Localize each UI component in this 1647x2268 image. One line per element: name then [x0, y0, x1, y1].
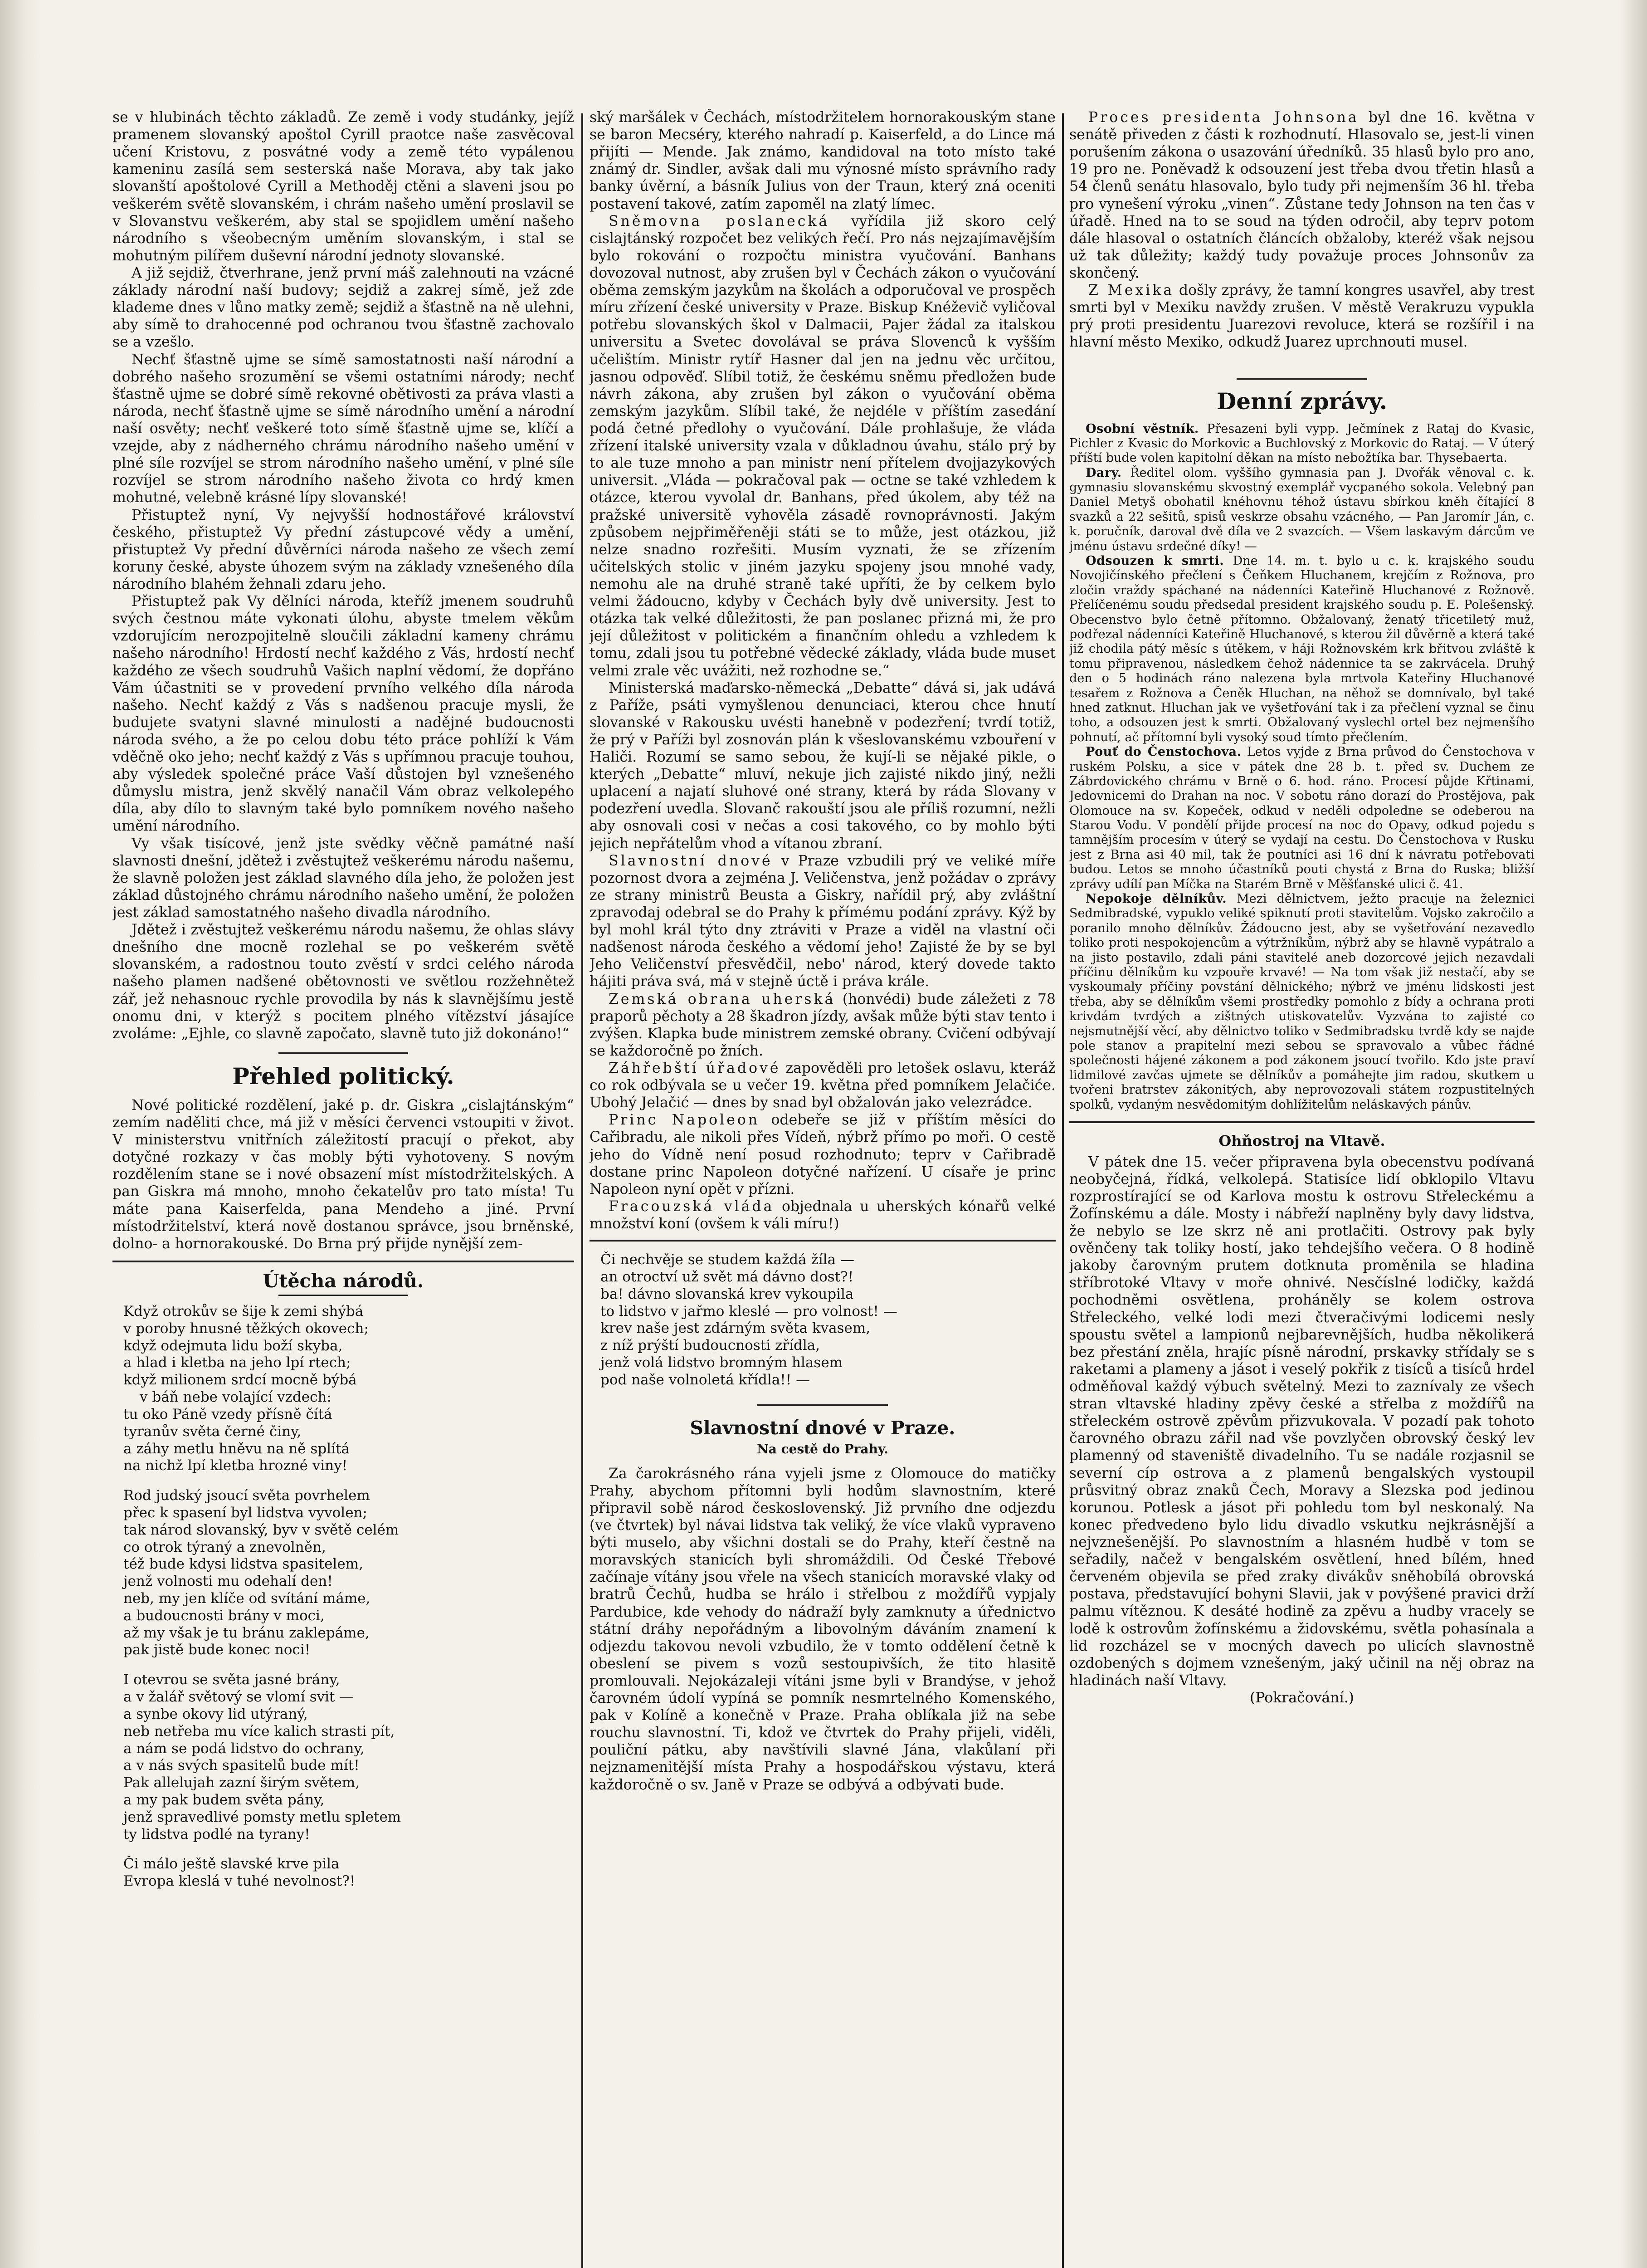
news-item: [1069, 745, 1535, 892]
news-text: vyřídila již skoro celý cislajtánský rozpočet bez velikých řečí. Pro nás nejzajímavějším bylo rokování o rozpočtu ministra vyučování. Banhans dovozoval nutnost, aby zrušen byl v Čechách zákon o vyučování oběma zemským jazykům na školách a odporučoval ve prospěch míru zřízení české university v Praze. Biskup Knéževič vyličoval potřebu slovanských škol v Dalmacii, Pajer žádal za italskou universitu a Svetec dovolával se práva Slovenců k vyšším učelištím. Ministr rytíř Hasner dal jen na jednu věc určitou, jasnou odpověď. Slíbil totiž, že českému sněmu předložen bude návrh zákona, aby zrušen byl zákon o vyučování oběma zemským jazykům. Slíbil také, že nejdéle v příštím zasedání podá četné předlohy o vyučování. Dále prohlašuje, že vláda zřízení italské university vzala v důkladnou úvahu, stálo prý by to ale tuze mnoho a pan ministr není přítelem dvojjazykových universit. „Vláda — pokračoval pak — octne se také vzhledem k otázce, kterou vyvolal dr. Banhans, před úkolem, aby též na pražské universitě vyhověla zásadě rovnoprávnosti. Jakým způsobem nejpřiměřeněji státi se to může, jest otázkou, již nelze snadno rozřešiti. Musím vyznati, že se zřízením učitelských stolic v jiném jazyku spojeny jsou mnohé vady, nemohu ale na druhé straně také upříti, že by celkem bylo velmi žádoucno, kdyby v Čechách byly dvě university. Jest to otázka tak velké důležitosti, že pan poslanec přizná mi, že pro její důležitost v politickém a finančním ohledu a vzhledem k tomu, zdali jsou tu potřebné vědecké základy, vláda bude muset velmi zrale věc uvážiti, než rozhodne se.“: [590, 213, 1056, 679]
poem-line: z níž prýští budoucnosti zřídla,: [600, 1337, 820, 1354]
poem-line: v báň nebe volající vzdech:: [140, 1389, 331, 1406]
poem-line: a budoucnosti brány v moci,: [123, 1607, 325, 1624]
news-item: [1069, 282, 1535, 351]
poem: [112, 1303, 574, 1890]
poem-line: též bude kdysi lidstva spasitelem,: [123, 1556, 363, 1573]
news-item: [590, 1060, 1056, 1111]
poem-title: Útěcha národů.: [263, 1270, 424, 1292]
poem-line: to lidstvo v jařmo kleslé — pro volnost! —: [600, 1303, 897, 1320]
poem-line: když milionem srdcí mocně býbá: [123, 1372, 357, 1388]
article-paragraph: se v hlubinách těchto základů. Ze země i vody studánky, jejíž pramenem slovanský apoštol Cyrill praotce naše zasvěcoval učení Kristovu, z posvátné vody a země této vypálenou kameninu zasílá sem sesterská naše Morava, aby tak jako slovanští apoštolové Cyrill a Methoděj ctěni a slaveni jsou po veškerém světě slovanském, i chrám našeho umění proslavil se v Slovanstvu veškerém, aby stal se spojidlem umění našeho národního s všeobecným uměním slovanským, i stal se mohutným pilířem duševní národní jednoty slovanské.: [112, 109, 574, 264]
poem-line: neb netřeba mu více kalich strasti pít,: [123, 1723, 395, 1740]
section-divider: [1237, 378, 1367, 380]
poem-line: a v žalář světový se vlomí svit —: [123, 1689, 354, 1706]
news-lead: Proces presidenta Johnsona: [1088, 109, 1359, 126]
title-underline: [278, 1295, 408, 1296]
news-item: [590, 679, 1056, 852]
section-divider: [590, 1240, 1056, 1242]
column-left: [112, 109, 574, 2268]
poem-line: jenž volá lidstvo bromným hlasem: [600, 1354, 843, 1371]
poem-line: a nám se podá lidstvo do ochrany,: [123, 1740, 365, 1757]
news-text: objednala u uherských kónařů velké množství koní (ovšem k váli míru!): [590, 1198, 1056, 1232]
news-item: [590, 991, 1056, 1060]
section-subheading: Na cestě do Prahy.: [757, 1441, 888, 1457]
section-heading-politics: Přehled politický.: [232, 1062, 454, 1090]
poem-line: a hlad i kletba na jeho lpí rtech;: [123, 1354, 351, 1371]
news-lead: Osobní věstník.: [1086, 421, 1199, 436]
news-text: Mezi dělnictvem, ježto pracuje na železnici Sedmibradské, vypuklo veliké spiknutí proti stavitelům. Vojsko zakročilo a poranilo mnoho dělníkův. Žádoucno jest, aby se vyšetřování nezavedlo toliko proti nespokojencům a výtržníkům, nýbrž aby se hlavně vypátralo a na jisto postavilo, zdali páni stavitelé aneb dozorcové jejich nezavdali příčinu dělníkům ku vzpouře krvavé! — Na tom však již nestačí, aby se vyskoumaly příčiny povstání dělnického; nýbrž ve jménu lidskosti jest třeba, aby se dělníkům všemi prostředky pomohlo z bídy a ochrana proti krivdám tvrdých a zištných utiskovatelův. Vyzvána to zajisté co nejsmutnější věcí, aby dělnictvo toliko v Sedmibradsku tvrdě kdy se najde pole stanov a prapitelní mezi sebou se spravovalo a vůbec řádné společnosti hájené zákonem a pod zákonem jsoucí tvořilo. Kdo jste praví lidmilové zavčas ujmete se dělníkův a pomáhejte jim radou, skutkem u tvořeni bratrstev zákonitých, aby neprovozovali státem rozpustitelných spolků, vydaným nesvědomitým dohlížitelům neláskavých pánův.: [1069, 892, 1535, 1112]
poem-line: a v nás svých spasitelů bude mít!: [123, 1757, 360, 1774]
poem-line: Rod judský jsoucí světa povrhelem: [123, 1487, 370, 1504]
poem-stanza: [112, 1303, 574, 1475]
article-paragraph: A již sejdiž, čtverhrane, jenž první máš zalehnouti na vzácné základy národní naší budovy; sejdiž a zakrej símě, jež zde klademe dnes v lůno matky země; sejdiž a šťastně na ně ulehni, aby símě to drahocenné pod ochranou tvou šťastně zachovalo se a vzešlo.: [112, 264, 574, 351]
news-lead: Zemská obrana uherská: [609, 991, 836, 1007]
section-divider: [278, 1052, 408, 1054]
poem-line: Či nechvěje se studem každá žíla —: [600, 1251, 854, 1268]
article-paragraph: Jdětež i zvěstujtež veškerému národu našemu, že ohlas slávy dnešního dne mocně rozlehal se po veškerém světě slovanském, a radostnou touto zvěstí v srdci celého národa našeho plamen nadšené obětovnosti ve světlou rozžehnětež zář, jež nehasnouc rychle provodila by nás k slavnějšímu jestě onomu dni, v kterýž s pocitem plného vítězství jásajíce zvoláme: „Ejhle, co slavně započato, slavně tuto již dokonáno!“: [112, 922, 574, 1042]
news-item: [590, 852, 1056, 991]
news-lead: Princ Napoleon: [609, 1112, 760, 1129]
poem-line: přec k spasení byl lidstva vyvolen;: [123, 1504, 367, 1521]
poem-line: až my však je tu bránu zaklepáme,: [123, 1624, 370, 1641]
poem-stanza: [112, 1672, 574, 1843]
news-item: [1069, 422, 1535, 466]
poem-line: pak jistě bude konec noci!: [123, 1642, 311, 1658]
news-item: [590, 1198, 1056, 1232]
poem-line: Evropa kleslá v tuhé nevolnost?!: [123, 1873, 356, 1890]
poem-line: a záhy metlu hněvu na ně splítá: [123, 1440, 350, 1457]
poem-line: ba! dávno slovanská krev vykoupila: [600, 1286, 854, 1302]
poem-line: na nichž lpí kletba hrozné viny!: [123, 1457, 348, 1474]
article-paragraph: ský maršálek v Čechách, místodržitelem hornorakouským stane se baron Mecséry, kterého nahradí p. Kaiserfeld, a do Lince má přijíti — Mende. Jak známo, kandidoval na toto místo také známý dr. Sindler, avšak dali mu výnosné místo správního rady banky úvěrní, a básník Julius von der Traun, který zná oceniti postavení takové, zatím zapoměl na zlatý límec.: [590, 109, 1056, 212]
news-item: [590, 213, 1056, 679]
column-middle: [590, 109, 1056, 2268]
page-edge-shadow: [0, 0, 41, 2268]
poem-line: ty lidstva podlé na tyrany!: [123, 1826, 310, 1843]
poem-line: Pak allelujah zazní širým světem,: [123, 1774, 360, 1791]
news-text: Dne 14. m. t. bylo u c. k. krajského soudu Novojičínského přečlení s Čeňkem Hluchanem, krejčím z Rožnova, pro zločin vraždy spáchané na nádenníci Kateřině Hluchanové z Rožnově. Přelíčenému soudu předsedal president krajského soudu p. E. Polešenský. Obecenstvo bylo četně přítomno. Obžalovaný, ženatý třicetiletý muž, podřezal nádenníci Kateřině Hluchanové, s kterou žil důvěrně a která také již chodila pátý měsíc s útěkem, v háji Rožnovském krk břitvou zvláště k tomu připravenou, následkem čehož nádennice ta se zakrvácela. Druhý den o 5 hodinách ráno nalezena byla mrtvola Kateřiny Hluchanové tesařem z Rožnova a Čeněk Hluchan, na něhož se domnívalo, byl také hned zatknut. Hluchan jak ve vyšetřování tak i za přečlení vyznal se činu toho, a odsouzen jest k smrti. Obžalovaný vyslechl ortel bez nejmenšího pohnutí, ač přítomní byli vysoký soud tímto přečlením.: [1069, 554, 1535, 744]
section-divider: [757, 1404, 888, 1406]
article-paragraph: Přistuptež pak Vy dělníci národa, kteříž jmenem soudruhů svých čestnou máte vykonati úlohu, abyste tmelem věkům vzdorujícím nerozpojitelně sloučili základní kameny chrámu našeho národního! Hrdostí nechť každého z Vás, hrdostí nechť každého ze všech soudruhů Vašich naplní vědomí, že dopřáno Vám účastniti se v provedení prvního velkého díla národa našeho. Nechť každý z Vás s nadšenou pracuje mysli, že budujete svatyni slavné minulosti a nadějné budoucnosti národa svého, a že po celou dobu této práce pohlíží k Vám vděčně oko jeho; nechť každý z Vás s upřímnou pracuje touhou, aby výsledek společné práce Vaší důstojen byl vznešeného důmyslu mistra, jenž skvělý nanačil Vám obraz velkolepého díla, aby dílo to slavným také bylo pomníkem nového našeho umění národního.: [112, 593, 574, 835]
poem-stanza: [112, 1856, 574, 1890]
news-lead: Nepokoje dělníkův.: [1086, 892, 1227, 906]
poem-line: krev naše jest zdárným světa kvasem,: [600, 1320, 871, 1337]
news-item: [1069, 466, 1535, 554]
news-item: [1069, 892, 1535, 1112]
poem-line: tyranův světa černé činy,: [123, 1423, 302, 1440]
news-lead: Fracouzská vláda: [609, 1198, 775, 1215]
news-lead: Pouť do Čenstochova.: [1086, 745, 1242, 759]
news-lead: Sněmovna poslanecká: [609, 213, 830, 230]
column-rule: [581, 113, 583, 2268]
poem-line: Když otrokův se šije k zemi shýbá: [123, 1303, 364, 1320]
news-text: v Praze vzbudili prý ve veliké míře pozornost dvora a zejména J. Veličenstva, jenž požádav o zprávy ze strany ministrů Beusta a Giskry, nařídil prý, aby zvláštní zpravodaj odebral se do Prahy k přímému podání zprávy. Kýž by byl mohl král týto dny ztráviti v Praze a viděl na vlastní oči nadšenost národa českého a vědomí jeho! Zajisté že by se byl Jeho Veličenství přesvědčil, nebo' národ, který dovede takto hájiti práva svá, má v stejně úctě i práva krále.: [590, 852, 1056, 990]
poem-line: jenž volnosti mu odehalí den!: [123, 1573, 333, 1590]
news-text: (honvédi) bude záležeti z 78 praporů pěchoty a 28 škadron jízdy, avšak může býti stav tento i zvýšen. Klapka bude ministrem zemské obrany. Cvičení odbývají se každoročně po žních.: [590, 991, 1056, 1059]
section-heading-festival: Slavnostní dnové v Praze.: [690, 1417, 955, 1439]
poem-continuation: [590, 1251, 1056, 1389]
section-divider: [1069, 1121, 1535, 1123]
poem-line: pod naše volnoletá křídla!! —: [600, 1371, 810, 1388]
news-item: [1069, 109, 1535, 282]
poem-line: an otroctví už svět má dávno dost?!: [600, 1268, 854, 1285]
column-rule: [1062, 113, 1064, 2268]
news-text: Ministerská maďarsko-německá „Debatte“ dává si, jak udává z Paříže, psáti vymyšlenou denunciaci, kterou chce hnutí slovanské v Rakousku uvésti hanebně v podezření; tvrdí totiž, že prý v Paříži byl zosnován plán k všeslovanskému vzbouření v Haliči. Rozumí se samo sebou, že kují-li se nějaké pikle, o kterých „Debatte“ mluví, nekuje jich zajisté nikdo jiný, nežli uplacení a najatí sluhové oné strany, která by ráda Slovany v podezření uvedla. Slovanč rakouští jsou ale příliš rozumní, nežli aby osnovali cosi v nečas a cosi takového, co by mohlo býti jejich nepřátelům vhod a vítanou zbraní.: [590, 679, 1056, 852]
news-text: Ředitel olom. vyššího gymnasia pan J. Dvořák věnoval c. k. gymnasiu slovanskému skvostný exemplář vycpaného sokola. Velebný pan Daniel Metyš obohatil knéhovnu téhož ústavu sbírkou kněh čítající 8 svazků a 22 sešitů, spisů veskrze obsahu vzácného, — Pan Jaromír Ján, c. k. poručník, daroval dvě díla ve 2 svazcích. — Všem laskavým dárcům ve jménu ústavu srdečné díky! —: [1069, 465, 1535, 553]
section-divider: [112, 1261, 574, 1262]
poem-line: tu oko Páně vzedy přísně čítá: [123, 1406, 332, 1422]
news-text: Přesazeni byli vypp. Ječmínek z Rataj do Kvasic, Pichler z Kvasic do Morkovic a Buchlovský z Morkovic do Rataj. — V úterý příští bude volen kapitolní děkan na místo nebožtíka bar. Thysebaerta.: [1069, 421, 1535, 465]
news-text: odebeře se již v příštím měsíci do Cařibradu, ale nikoli přes Vídeň, nýbrž přímo po moři. O cestě jeho do Vídně není posud rozhodnuto; teprv v Cařibradě dostane princ Napoleon dotyčné nařízení. U císaře je princ Napoleon nyní opět v přízni.: [590, 1112, 1056, 1198]
news-subheading: Ohňostroj na Vltavě.: [1218, 1132, 1385, 1149]
news-lead: Záhřebští úřadové: [609, 1060, 781, 1077]
news-block: [1069, 422, 1535, 1112]
poem-line: a my pak budem světa pány,: [123, 1791, 325, 1808]
news-text: došly zprávy, že tamní kongres usavřel, aby trest smrti byl v Mexiku navždy zrušen. V městě Verakruzu vypukla prý proti presidentu Juarezovi revoluce, která se rozšířil i na hlavní město Mexiko, odkudž Juarez uprchnouti musel.: [1069, 282, 1535, 351]
poem-line: tak národ slovanský, byv v světě celém: [123, 1521, 399, 1538]
news-lead: Z Mexika: [1088, 282, 1174, 299]
news-text: zapověděli pro letošek oslavu, kteráž co rok odbývala se u večer 19. května před pomníkem Jelačiće. Ubohý Jelačić — dnes by snad byl obžalován jako velezrádce.: [590, 1060, 1056, 1111]
news-lead: Odsouzen k smrti.: [1086, 554, 1224, 568]
poem-line: a synbe okovy lid utýraný,: [123, 1706, 308, 1722]
article-paragraph: Nechť šťastně ujme se símě samostatnosti naší národní a dobrého našeho srozumění se všemi ostatními národy; nechť šťastně ujme se dobré símě rekovné obětivosti za práva vlasti a národa, nechť šťastně ujme se símě národního umění a národní naší osvěty; nechť veškeré toto símě šťastně ujme se, klíčí a vzejde, aby z nádherného chrámu národního našeho umění v plné síle rozvíjel se strom národního našeho umění, v plné síle rozvíjel se strom národního našeho života co hrdý kmen mohutné, velebně krásné lípy slovanské!: [112, 351, 574, 506]
article-paragraph: Za čarokrásného rána vyjeli jsme z Olomouce do matičky Prahy, abychom přítomni byli hodům slavnostním, které připravil sobě národ československý. Již prvního dne odjezdu (ve čtvrtek) byl návai lidstva tak veliký, že více vlaků vypraveno býti muselo, aby všichni dostali se do Prahy, kteří čestně na moravských stanicích byli shromáždili. Od České Třebové začínaje vítány jsou vřele na všech stanicích moravské vlaky od bratrů Čechů, hudba se hrálo i střelbou z moždířů vypjaly Pardubice, kde vehody do nádraží byly zamknuty a úřednictvo státní dráhy nepořádným a libovolným dáváním znamení k odjezdu takovou nevoli vzbudilo, že v tomto oddělení četně k obeslení se pivem s vozů sestoupivších, že tito hlasitě promlouvali. Nejokázaleji vítáni jsme byli v Brandýse, v jehož čarovném údolí vypíná se pomník nesmrtelného Komenského, pak v Kolíně a konečně v Praze. Praha oblíkala již na sebe rouchu slavnostní. Ti, kdož ve čtvrtek do Prahy přijeli, viděli, pouliční pátku, aby navštívili slavné Jána, vlakůlaní při nejznamenitější místa Prahy a hospodářskou výstavu, která každoročně o sv. Janě v Praze se odbývá a odbývati bude.: [590, 1465, 1056, 1793]
poem-line: jenž spravedlivé pomsty metlu spletem: [123, 1809, 401, 1825]
news-item: [1069, 554, 1535, 745]
news-lead: Slavnostní dnové: [609, 852, 773, 869]
poem-line: co otrok týraný a znevolněn,: [123, 1539, 326, 1555]
poem-stanza: [112, 1487, 574, 1659]
news-lead: Dary.: [1086, 465, 1122, 480]
continuation-note: (Pokračování.): [1250, 1690, 1354, 1706]
poem-line: I otevrou se světa jasné brány,: [123, 1672, 340, 1688]
column-right: [1069, 109, 1535, 2268]
poem-line: Či málo ještě slavské krve pila: [123, 1856, 340, 1872]
poem-line: v poroby hnusné těžkých okovech;: [123, 1320, 369, 1337]
article-paragraph: Nové politické rozdělení, jaké p. dr. Giskra „cislajtánským“ zemím naděliti chce, má již v měsíci červenci vstoupiti v život. V ministerstvu vnitřních záležitostí pracují o překot, aby dotyčné rozkazy v čas mobly býti vyhotoveny. S novým rozdělením stane se i nové obsazení míst místodržitelských. A pan Giskra má mnoho, mnoho čekatelův pro tato místa! Tu máte pana Kaiserfelda, pana Mendeho a jiné. První místodržitelství, která nově dostanou správce, jsou brněnské, dolno- a hornorakouské. Do Brna prý přijde nynější zem-: [112, 1097, 574, 1252]
news-item: [590, 1111, 1056, 1198]
section-heading-news: Denní zprávy.: [1216, 387, 1388, 415]
poem-line: když odejmuta lidu boží skyba,: [123, 1337, 343, 1354]
news-text: Letos vyjde z Brna průvod do Čenstochova v ruském Polsku, a sice v pátek dne 28 b. t. před sv. Duchem ze Zábrdovického chrámu v Brně o 6. hod. ráno. Procesí půjde Křtinami, Jedovnicemi do Drahan na noc. V sobotu ráno dorazí do Prostějova, pak Olomouce na sv. Kopeček, odkud v neděli odpoledne se odeberou na Starou Vodu. V pondělí přijde procesí na noc do Opavy, odkud pojedu s tamnějším procesím v úterý se vydají na cestu. Do Čenstochova v Rusku jest z Brna asi 40 mil, tak že poutníci asi 16 dní k návratu potřebovati budou. Letos se mnoho účastníků pouti chystá z Brna do Ruska; bližší zprávy udílí pan Míčka na Starém Brně v Měšťanské ulici č. 41.: [1069, 745, 1535, 891]
poem-line: neb, my jen klíče od svítání máme,: [123, 1590, 370, 1607]
page-edge-shadow-right: [1620, 0, 1647, 2268]
article-paragraph: Vy však tisícové, jenž jste svědky věčně památné naší slavnosti dnešní, jdětež i zvěstujtež veškerému národu našemu, že slavně položen jest základ slavného díla jeho, že položen jest základ důstojného chrámu národního našeho umění, že položen jest základ samostatného našeho divadla národního.: [112, 835, 574, 921]
article-paragraph: Přistuptež nyní, Vy nejvyšší hodnostářové království českého, přistuptež Vy přední zástupcové vědy a umění, přistuptež Vy přední důvěrníci národa našeho ze všech zemí koruny české, abyste úhozem svým na základy vznešeného díla národního blahém žehnali zdaru jeho.: [112, 507, 574, 592]
news-text: byl dne 16. května v senátě přiveden z části k rozhodnutí. Hlasovalo se, jest-li vinen porušením zákona o usazování úředníků. 35 hlasů bylo pro ano, 19 pro ne. Poněvadž k odsouzení jest třeba dvou třetin hlasů a 54 členů senátu hlasovalo, bylo tudy při nejmenším 36 hl. třeba pro vynešení výroku „vinen“. Zůstane tedy Johnson na ten čas v úřadě. Hned na to se soud na týden odročil, aby teprv potom dále hlasoval o ostatních článcích obžaloby, kteréž však nejsou už tak důležity; každý tudy považuje proces Johnsonův za skončený.: [1069, 109, 1535, 281]
article-paragraph: V pátek dne 15. večer připravena byla obecenstvu podívaná neobyčejná, řídká, velkolepá. Statisíce lidí obklopilo Vltavu rozprostírající se od Karlova mostu k ostrovu Střeleckému a Žofínskému a dále. Mosty i nábřeží naplněny byly davy lidstva, že nebylo se lze skrz ně ani protlačiti. Ostrovy pak byly ověnčeny tak toliky hostí, jako tehdejšího večera. O 8 hodině jakoby čarovným prutem dotknuta proměnila se hladina stříbrotoké Vltavy v moře ohnivé. Nesčíslné lodičky, každá pochodněmi osvětlena, proháněly se kolem ostrova Střeleckého, velké lodi mezi čtveračivými lodicemi nesly spoustu světel a lampionů nejbarevnějších, hudba několikerá bez přestání zněla, hrajíc písně národní, prskavky střídaly se s raketami a plameny a jásot i veselý pokřik z tisíců a tisíců hrdel odměňoval každý výbuch světelný. Mezi to zaznívaly ze všech stran vltavské hladiny zpěvy české a střelba z moždířů na střeleckém ostrově zpěvům přizvukovala. V pozadí pak tohoto čarovného obrazu zářil nad vše povzlyčen obrovský český lev plamenný od staveniště divadelního. Tu se nadále rozjasnil se severní cíp ostrova a z plamenů bengalských vystoupil průsvitný obraz znaků Čech, Moravy a Slezska pod jedinou korunou. Potlesk a jásot při pohledu tom byl neskonalý. Na konec předvedeno bylo lidu divadlo vskutku nejkrásnější a nejvznešenější. Po slavnostním a hlasném hudbě v tom se seřadily, načež v bengalském osvětlení, hned bílém, hned červeném objevila se před zraky divákův sněhobílá obrovská postava, představující bohyni Slavii, jak v povýšené pravici drží palmu vítěznou. K desáté hodině za zpěvu a hudby vracely se lodě k ostrovům žofínskému a židovskému, světla pohasínala a lid rozcházel se v mocných davech po ulicích slavnostně ozdobených s dojmem vznešeným, jaký učinil na něj obraz na hladinách naší Vltavy.: [1069, 1154, 1535, 1689]
